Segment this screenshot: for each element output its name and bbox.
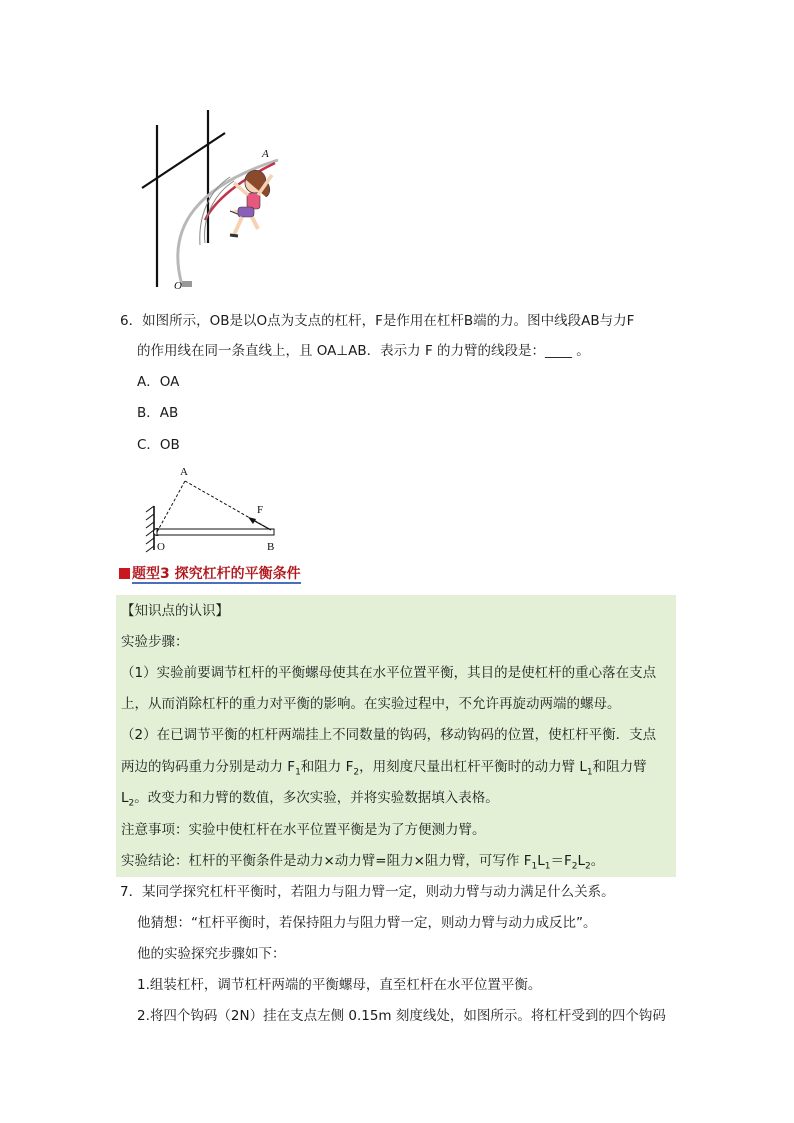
note-line: 注意事项：实验中使杠杆在水平位置平衡是为了方便测力臂。 [121, 822, 486, 838]
step1-line2: 上，从而消除杠杆的重力对平衡的影响。在实验过程中，不允许再旋动两端的螺母。 [121, 696, 621, 712]
step1-line1: （1）实验前要调节杠杆的平衡螺母使其在水平位置平衡，其目的是使杠杆的重心落在支点 [121, 665, 657, 681]
question7-line4: 1.组装杠杆，调节杠杆两端的平衡螺母，直至杠杆在水平位置平衡。 [137, 977, 542, 993]
steps-label: 实验步骤： [121, 634, 189, 650]
section-heading [119, 564, 301, 584]
question6-option-a: A．OA [137, 374, 180, 390]
step2-line2: 两边的钩码重力分别是动力 $F_1$和阻力 $F_2$，用刻度尺量出杠杆平衡时的动力臂 $L_1$和阻力臂 [121, 759, 647, 778]
question7-line3: 他的实验探究步骤如下： [137, 946, 286, 962]
lever-figure [136, 462, 286, 554]
question6-stem-line1: 6．如图所示，OB是以O点为支点的杠杆，F是作用在杠杆B端的力。图中线段AB与力F [120, 313, 635, 329]
point-o-label: O [174, 280, 182, 292]
conclusion-line: 实验结论：杠杆的平衡条件是动力×动力臂=阻力×阻力臂，可写作 $F_1L_1=F_2L_2$。 [121, 853, 605, 872]
question6-option-c: C．OB [137, 437, 180, 453]
knowledge-heading: 【知识点的认识】 [121, 603, 229, 619]
lever-point-b-label: B [267, 541, 275, 553]
question6-option-b: B．AB [137, 405, 179, 421]
force-f-label: F [257, 504, 264, 516]
lever-point-o-label: O [157, 541, 165, 553]
section-title: 题型3 探究杠杆的平衡条件 [132, 566, 301, 582]
red-square-icon [119, 568, 130, 579]
point-a-label: A [262, 148, 269, 160]
step2-line3: $L_2$。改变力和力臂的数值，多次实验，并将实验数据填入表格。 [121, 790, 499, 809]
question6-stem-line2: 的作用线在同一条直线上，且 OA⊥AB．表示力 F 的力臂的线段是：____ 。 [137, 343, 590, 359]
question7-line5: 2.将四个钩码（2N）挂在支点左侧 0.15m 刻度线处，如图所示。将杠杆受到的四个钩码 [137, 1008, 666, 1024]
question7-line2: 他猜想：“杠杆平衡时，若保持阻力与阻力臂一定，则动力臂与动力成反比”。 [137, 915, 597, 931]
pole-vault-figure [130, 105, 290, 295]
question7-line1: 7．某同学探究杠杆平衡时，若阻力与阻力臂一定，则动力臂与动力满足什么关系。 [120, 884, 615, 900]
lever-point-a-label: A [180, 466, 188, 478]
step2-line1: （2）在已调节平衡的杠杆两端挂上不同数量的钩码，移动钩码的位置，使杠杆平衡．支点 [121, 727, 657, 743]
